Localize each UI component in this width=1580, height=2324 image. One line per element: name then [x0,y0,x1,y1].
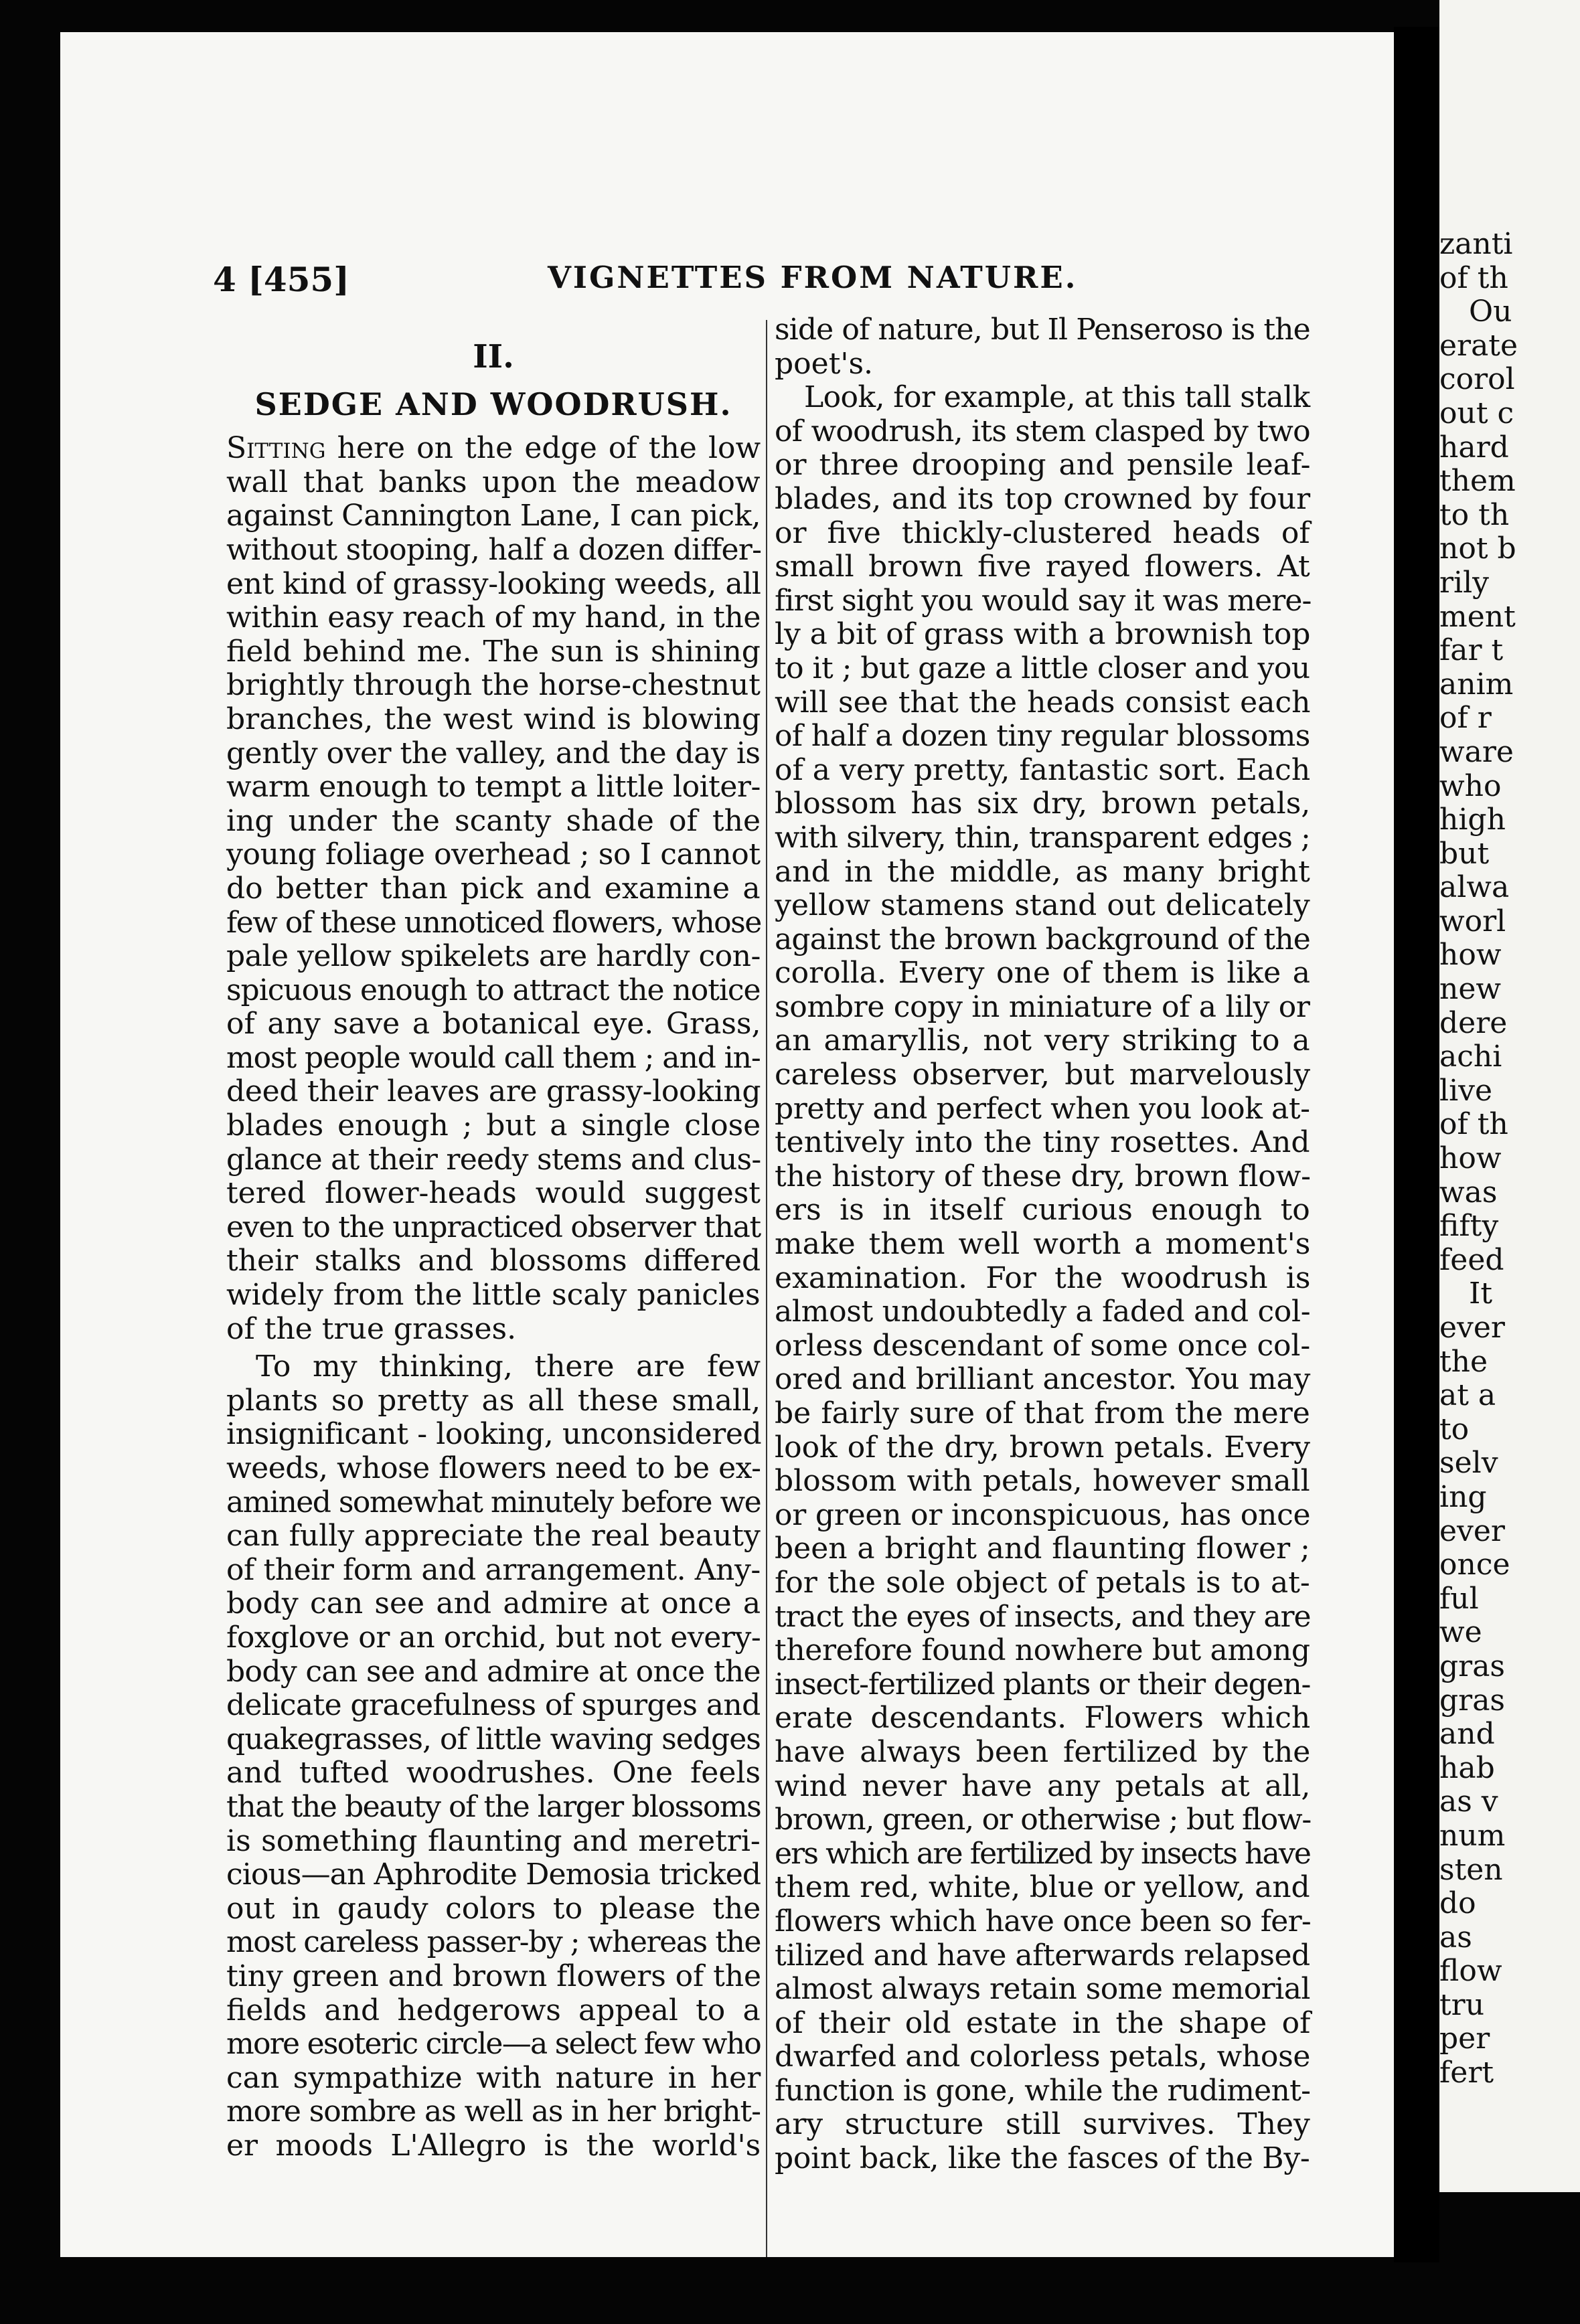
next-page-edge [1439,0,1580,2192]
text-line: ers which are fertilized by insects have [775,1836,1310,1871]
text-line: insect-fertilized plants or their degen- [775,1667,1311,1702]
text-line: more sombre as well as in her bright- [226,2094,761,2129]
text-line: foxglove or an orchid, but not every- [226,1620,761,1655]
next-page-fragments [1439,228,1580,2090]
text-line: Look, for example, at this tall stalk [804,380,1310,415]
text-line: hard [1439,430,1509,465]
drop-word: Sitting [226,431,326,466]
text-line: er moods L'Allegro is the world's [226,2128,761,2163]
text-line: make them well worth a moment's [775,1227,1311,1262]
page-number: 4 [455] [213,260,349,299]
text-line: insignificant - looking, unconsidered [226,1417,762,1452]
text-line: out in gaudy colors to please the [226,1891,761,1926]
text-line: or five thickly-clustered heads of [775,515,1310,550]
text-line: them [1439,464,1516,499]
text-line: fert [1439,2056,1494,2090]
text-line: for the sole object of petals is to at- [775,1565,1310,1600]
text-line: wall that banks upon the meadow [226,465,761,499]
text-line: blossom with petals, however small [775,1464,1310,1499]
text-line: ent kind of grassy-looking weeds, all [226,566,761,601]
text-line: tered flower-heads would suggest [226,1176,761,1211]
text-line: ored and brilliant ancestor. You may [775,1362,1311,1397]
running-title: VIGNETTES FROM NATURE. [548,260,1078,295]
text-line: the history of these dry, brown flow- [775,1159,1311,1193]
text-line: but [1439,836,1490,871]
text-line: not b [1439,531,1516,566]
text-line: and tufted woodrushes. One feels [226,1756,761,1791]
text-line: and [1439,1717,1495,1752]
text-line: do [1439,1886,1476,1921]
text-line: cious—an Aphrodite Demosia tricked [226,1857,761,1892]
text-line: ful [1439,1581,1479,1616]
text-line: tiny green and brown flowers of the [226,1959,761,1993]
text-line: have always been fertilized by the [775,1734,1311,1769]
text-line: body can see and admire at once the [226,1654,761,1689]
text-line: examination. For the woodrush is [775,1260,1311,1295]
text-line: can sympathize with nature in her [226,2060,761,2095]
book-page [60,32,1394,2257]
text-line: dere [1439,1005,1508,1040]
text-line: gras [1439,1649,1506,1683]
text-line: of half a dozen tiny regular blossoms [775,719,1310,754]
text-line: almost undoubtedly a faded and col- [775,1295,1311,1329]
text-line: can fully appreciate the real beauty [226,1519,761,1554]
text-line: who [1439,768,1502,803]
text-line: more esoteric circle—a select few who [226,2027,761,2062]
section-number: II. [473,338,514,376]
text-line: of their old estate in the shape of [775,2005,1311,2040]
text-line: of their form and arrangement. Any- [226,1552,761,1587]
text-line: was [1439,1175,1498,1210]
page-gutter-shadow [1394,27,1439,2262]
text-line: blades enough ; but a single close [226,1108,761,1143]
text-line: ment [1439,599,1516,634]
text-line: few of these unnoticed flowers, whose [226,905,761,940]
text-line: will see that the heads consist each [775,685,1311,720]
text-line: corolla. Every one of them is like a [775,956,1310,991]
text-line: look of the dry, brown petals. Every [775,1430,1311,1465]
text-line: gras [1439,1683,1506,1718]
text-line: ing [1439,1479,1487,1514]
text-line: and in the middle, as many bright [775,854,1310,889]
text-line: without stooping, half a dozen differ- [226,532,762,567]
text-line: tru [1439,1987,1485,2022]
text-line: fields and hedgerows appeal to a [226,1993,761,2027]
text-line: out c [1439,396,1514,430]
section-title: SEDGE AND WOODRUSH. [254,386,732,422]
text-line: flowers which have once been so fer- [775,1904,1311,1938]
text-line: tilized and have afterwards relapsed [775,1938,1310,1973]
text-line: be fairly sure of that from the mere [775,1396,1310,1430]
text-line: ware [1439,734,1514,769]
text-line: rily [1439,565,1490,600]
text-line: ly a bit of grass with a brownish top [775,617,1311,652]
text-line: selv [1439,1446,1498,1481]
text-line: quakegrasses, of little waving sedges [226,1722,761,1756]
text-line: ary structure still survives. They [775,2107,1310,2142]
text-line: dwarfed and colorless petals, whose [775,2040,1311,2074]
text-line: branches, the west wind is blowing [226,701,761,736]
text-line: against Cannington Lane, I can pick, [226,499,761,533]
text-line: high [1439,803,1506,837]
text-line: To my thinking, there are few [256,1349,761,1384]
text-line: brightly through the horse-chestnut [226,668,761,703]
text-line: zanti [1439,227,1513,261]
text-line: or three drooping and pensile leaf- [775,448,1311,483]
text-line: plants so pretty as all these small, [226,1383,761,1418]
text-line: gently over the valley, and the day is [226,736,761,770]
text-line: most people would call them ; and in- [226,1040,761,1075]
text-line: delicate gracefulness of spurges and [226,1688,761,1723]
text-line: therefore found nowhere but among [775,1633,1310,1668]
text-line: against the brown background of the [775,922,1311,957]
text-line: of r [1439,701,1492,736]
text-line: of the true grasses. [226,1311,517,1346]
text-line: we [1439,1615,1482,1650]
text-line: tentively into the tiny rosettes. And [775,1125,1310,1160]
right-column [775,313,1310,2176]
text-line: anim [1439,667,1514,701]
text-line: sten [1439,1852,1503,1887]
text-line: how [1439,1141,1502,1176]
text-line: young foliage overhead ; so I cannot [226,837,761,872]
text-line: to [1439,1412,1470,1446]
paragraph-2 [226,1350,761,2163]
text-line: per [1439,2021,1490,2056]
text-line: ers is in itself curious enough to [775,1193,1310,1228]
text-line: body can see and admire at once a [226,1586,761,1621]
text-line: of a very pretty, fantastic sort. Each [775,752,1311,787]
text-line: hab [1439,1750,1495,1785]
text-line: of any save a botanical eye. Grass, [226,1007,761,1042]
text-line: weeds, whose flowers need to be ex- [226,1451,761,1485]
text-line: live [1439,1073,1493,1108]
text-line: warm enough to tempt a little loiter- [226,770,761,805]
text-line: poet's. [775,346,874,381]
text-line: do better than pick and examine a [226,871,761,906]
text-line: spicuous enough to attract the notice [226,973,761,1007]
text-line: side of nature, but Il Penseroso is the [775,313,1310,347]
text-line: blades, and its top crowned by four [775,481,1311,516]
text-line: an amaryllis, not very striking to a [775,1023,1310,1058]
text-line: careless observer, but marvelously [775,1058,1311,1092]
text-line: almost always retain some memorial [775,1972,1310,2007]
text-line: worl [1439,904,1506,938]
text-line: It [1469,1276,1493,1311]
text-line: Ou [1469,295,1512,329]
text-line: orless descendant of some once col- [775,1328,1311,1363]
text-line: function is gone, while the rudiment- [775,2073,1311,2108]
text-line: their stalks and blossoms differed [226,1244,761,1278]
text-line: ever [1439,1311,1505,1345]
text-line: at a [1439,1378,1496,1413]
text-line: num [1439,1818,1506,1853]
left-column [226,340,761,2163]
text-line: that the beauty of the larger blossoms [226,1789,761,1824]
text-line: how [1439,938,1502,973]
text-line: tract the eyes of insects, and they are [775,1599,1311,1634]
text-line [226,432,761,466]
text-line: glance at their reedy stems and clus- [226,1142,761,1177]
text-line: ing under the scanty shade of the [226,803,761,838]
text-line: erate descendants. Flowers which [775,1701,1311,1736]
text-line: or green or inconspicuous, has once [775,1497,1311,1532]
text-line: widely from the little scaly panicles [226,1278,761,1313]
text-line: even to the unpracticed observer that [226,1210,761,1244]
text-line-rest: here on the edge of the low [337,431,761,466]
text-line: once [1439,1548,1510,1582]
text-line: flow [1439,1954,1502,1989]
text-line: first sight you would say it was mere- [775,583,1312,618]
text-line: deed their leaves are grassy-looking [226,1074,761,1109]
text-line: amined somewhat minutely before we [226,1485,761,1519]
text-line: new [1439,972,1502,1007]
column-rule [766,320,767,2257]
text-line: fifty [1439,1209,1499,1244]
text-line: the [1439,1344,1488,1379]
text-line: within easy reach of my hand, in the [226,600,761,635]
text-line: sombre copy in miniature of a lily or [775,989,1310,1024]
text-line: feed [1439,1242,1504,1277]
text-line: ever [1439,1513,1505,1548]
text-line: field behind me. The sun is shining [226,634,761,669]
text-line: wind never have any petals at all, [775,1768,1311,1803]
text-line: as [1439,1920,1472,1955]
text-line: alwa [1439,870,1510,905]
text-line: small brown five rayed flowers. At [775,550,1310,584]
text-line: most careless passer-by ; whereas the [226,1925,761,1960]
text-line: them red, white, blue or yellow, and [775,1870,1310,1905]
text-line: erate [1439,328,1518,363]
text-line: as v [1439,1784,1498,1819]
text-line: far t [1439,633,1504,668]
text-line: pretty and perfect when you look at- [775,1091,1310,1126]
paragraph-1-lines [226,466,761,1346]
text-line: been a bright and flaunting flower ; [775,1531,1310,1566]
text-line: blossom has six dry, brown petals, [775,786,1311,821]
text-line: yellow stamens stand out delicately [775,888,1310,923]
text-line: brown, green, or otherwise ; but flow- [775,1803,1312,1837]
text-line: is something flaunting and meretri- [226,1823,761,1858]
text-line: with silvery, thin, transparent edges ; [775,820,1310,855]
text-line: to th [1439,497,1510,532]
text-line: pale yellow spikelets are hardly con- [226,939,761,974]
text-line: of woodrush, its stem clasped by two [775,414,1310,448]
text-line: of th [1439,260,1508,295]
text-line: achi [1439,1040,1502,1074]
text-line: corol [1439,362,1515,397]
text-line: of th [1439,1107,1508,1142]
paragraph-1 [226,432,761,1346]
text-line: to it ; but gaze a little closer and you [775,651,1310,685]
text-line: point back, like the fasces of the By- [775,2141,1310,2176]
